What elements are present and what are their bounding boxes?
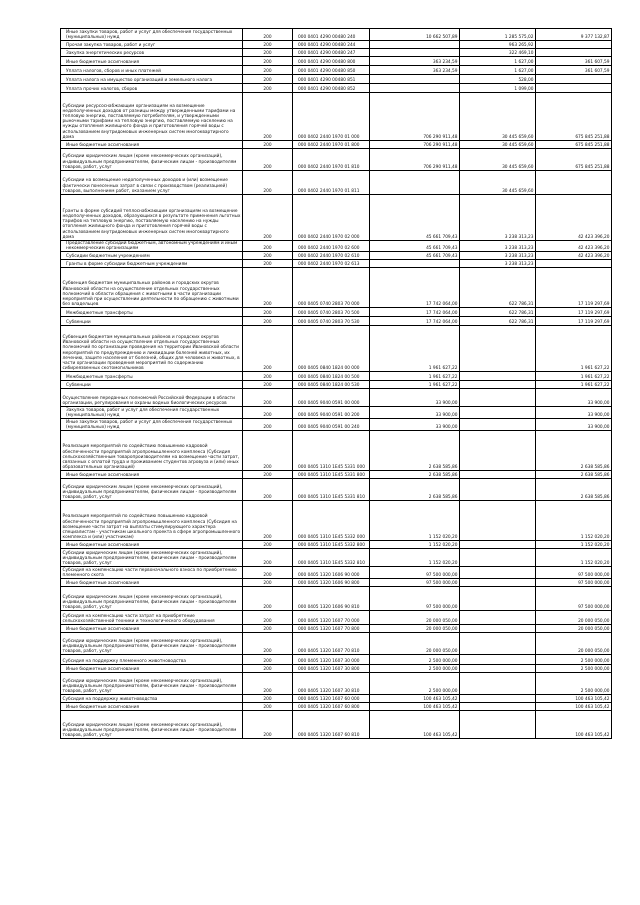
row-executed-amount-cell [460, 665, 536, 673]
table-row [61, 141, 612, 149]
row-unexecuted-amount-cell: 33 900,00 [536, 389, 612, 407]
row-classification-code-cell: 000 0405 1310 1Е45 5331 000 [293, 431, 370, 471]
row-executed-amount-cell [460, 501, 536, 541]
row-line-code-cell: 200 [243, 252, 293, 260]
row-executed-amount-cell [460, 419, 536, 431]
row-name-cell: Уплата налога на имущество организаций и земельного налога [61, 75, 243, 84]
budget-execution-table [60, 28, 612, 739]
row-name-cell: Иные закупки товаров, работ и услуг для обеспечения государственных (муниципальных) нужд [61, 419, 243, 431]
row-approved-amount-cell: 100 463 105,42 [370, 711, 460, 739]
row-classification-code-cell: 000 0405 0840 1824 00 000 [293, 326, 370, 372]
row-name-cell: Субвенция бюджетам муниципальных районов и городских округов Ивановской области на осуществление отдельных государственных полномочий по организации проведения на территории Ивановской области мероприятий по предупреждению и ликвидации болезней животных, их лечению, защите населения от болезней, общих для человека и животных, в части организации проведения мероприятий по содержанию сибиреязвенных скотомогильников [61, 326, 243, 372]
row-name-cell: Субвенции [61, 381, 243, 389]
row-executed-amount-cell: 30 445 659,60 [460, 171, 536, 195]
row-approved-amount-cell: 100 463 105,42 [370, 703, 460, 711]
row-unexecuted-amount-cell: 97 500 000,00 [536, 587, 612, 611]
row-approved-amount-cell: 10 662 507,89 [370, 29, 460, 41]
row-unexecuted-amount-cell: 97 500 000,00 [536, 579, 612, 587]
row-name-cell: Субсидии юридическим лицам (кроме некоммерческих организаций), индивидуальным предпринимателям, физическим лицам - производителям товаров, работ, услуг [61, 479, 243, 501]
row-approved-amount-cell: 97 500 000,00 [370, 587, 460, 611]
row-classification-code-cell: 000 0405 1320 1607 30 000 [293, 655, 370, 665]
row-name-cell: Субсидии юридическим лицам (кроме некоммерческих организаций), индивидуальным предпринимателям, физическим лицам - производителям товаров, работ, услуг [61, 633, 243, 655]
row-classification-code-cell: 000 0405 1310 1Е45 5331 810 [293, 479, 370, 501]
row-executed-amount-cell: 3 238 313,23 [460, 195, 536, 241]
row-classification-code-cell: 000 0402 2440 1970 02 613 [293, 260, 370, 268]
table-row [61, 695, 612, 703]
row-unexecuted-amount-cell: 20 000 050,00 [536, 625, 612, 633]
row-classification-code-cell: 000 0405 1310 1Е45 5332 810 [293, 549, 370, 567]
row-name-cell: Субсидии юридическим лицам (кроме некоммерческих организаций), индивидуальным предпринимателям, физическим лицам - производителям товаров, работ, услуг [61, 149, 243, 171]
table-row [61, 567, 612, 579]
row-name-cell: Субсидии юридическим лицам (кроме некоммерческих организаций), индивидуальным предпринимателям, физическим лицам - производителям товаров, работ, услуг [61, 711, 243, 739]
row-name-cell: Субсидии юридическим лицам (кроме некоммерческих организаций), индивидуальным предпринимателям, физическим лицам - производителям товаров, работ, услуг [61, 673, 243, 695]
row-classification-code-cell: 000 0405 9040 0591 00 240 [293, 419, 370, 431]
table-row [61, 195, 612, 241]
row-line-code-cell: 200 [243, 389, 293, 407]
row-approved-amount-cell: 20 000 050,00 [370, 633, 460, 655]
row-executed-amount-cell: 1 627,00 [460, 57, 536, 66]
table-row [61, 471, 612, 479]
table-row [61, 372, 612, 381]
row-name-cell: Уплата налогов, сборов и иных платежей [61, 66, 243, 75]
table-row [61, 84, 612, 93]
row-classification-code-cell: 000 0405 1310 1Е45 5332 800 [293, 541, 370, 549]
table-row [61, 587, 612, 611]
row-name-cell: Закупка товаров, работ и услуг для обеспечения государственных (муниципальных) нужд [61, 407, 243, 419]
row-unexecuted-amount-cell: 33 900,00 [536, 419, 612, 431]
row-name-cell: Субсидии юридическим лицам (кроме некоммерческих организаций), индивидуальным предпринимателям, физическим лицам - производителям товаров, работ, услуг [61, 549, 243, 567]
table-row [61, 317, 612, 326]
row-line-code-cell: 200 [243, 703, 293, 711]
row-approved-amount-cell [370, 171, 460, 195]
row-classification-code-cell: 000 0401 4290 00480 247 [293, 49, 370, 57]
row-classification-code-cell: 000 0405 0740 2803 70 500 [293, 308, 370, 317]
row-approved-amount-cell: 363 234,59 [370, 57, 460, 66]
row-line-code-cell: 200 [243, 501, 293, 541]
row-approved-amount-cell [370, 49, 460, 57]
table-row [61, 260, 612, 268]
row-executed-amount-cell: 1 285 575,02 [460, 29, 536, 41]
row-classification-code-cell: 000 0405 0740 2803 70 530 [293, 317, 370, 326]
row-line-code-cell: 200 [243, 57, 293, 66]
row-name-cell: Субвенции [61, 317, 243, 326]
table-row [61, 66, 612, 75]
row-executed-amount-cell: 3 238 313,23 [460, 252, 536, 260]
table-row [61, 308, 612, 317]
row-classification-code-cell: 000 0405 0840 1824 00 500 [293, 372, 370, 381]
table-row [61, 326, 612, 372]
row-unexecuted-amount-cell: 2 638 585,86 [536, 479, 612, 501]
row-executed-amount-cell: 528,00 [460, 75, 536, 84]
row-unexecuted-amount-cell: 1 152 020,20 [536, 541, 612, 549]
row-unexecuted-amount-cell: 2 500 000,00 [536, 673, 612, 695]
row-line-code-cell: 200 [243, 549, 293, 567]
row-executed-amount-cell: 1 627,00 [460, 66, 536, 75]
row-executed-amount-cell [460, 611, 536, 625]
row-unexecuted-amount-cell [536, 84, 612, 93]
row-line-code-cell: 200 [243, 29, 293, 41]
row-line-code-cell: 200 [243, 317, 293, 326]
row-unexecuted-amount-cell: 42 423 396,20 [536, 241, 612, 252]
row-line-code-cell: 200 [243, 326, 293, 372]
row-name-cell: Уплата прочих налогов, сборов [61, 84, 243, 93]
row-approved-amount-cell: 2 500 000,00 [370, 655, 460, 665]
table-row [61, 431, 612, 471]
row-classification-code-cell: 000 0405 9040 0591 00 200 [293, 407, 370, 419]
row-approved-amount-cell: 1 961 627,22 [370, 381, 460, 389]
row-unexecuted-amount-cell: 675 845 251,88 [536, 93, 612, 141]
row-approved-amount-cell: 33 900,00 [370, 419, 460, 431]
row-name-cell: Субсидии юридическим лицам (кроме некоммерческих организаций), индивидуальным предпринимателям, физическим лицам - производителям товаров, работ, услуг [61, 587, 243, 611]
row-classification-code-cell: 000 0405 0840 1824 00 530 [293, 381, 370, 389]
table-row [61, 501, 612, 541]
budget-report-sheet [60, 28, 611, 739]
row-unexecuted-amount-cell: 17 119 297,69 [536, 268, 612, 308]
row-executed-amount-cell: 30 445 659,60 [460, 93, 536, 141]
table-row [61, 57, 612, 66]
row-unexecuted-amount-cell: 1 961 627,22 [536, 326, 612, 372]
row-unexecuted-amount-cell: 2 638 585,86 [536, 471, 612, 479]
row-executed-amount-cell [460, 479, 536, 501]
row-approved-amount-cell: 97 500 000,00 [370, 567, 460, 579]
table-row [61, 407, 612, 419]
row-classification-code-cell: 000 0402 2440 1970 01 811 [293, 171, 370, 195]
row-unexecuted-amount-cell: 97 500 000,00 [536, 567, 612, 579]
row-unexecuted-amount-cell: 1 152 020,20 [536, 501, 612, 541]
row-classification-code-cell: 000 0402 2440 1970 01 810 [293, 149, 370, 171]
row-unexecuted-amount-cell: 1 961 627,22 [536, 381, 612, 389]
table-body [61, 29, 612, 739]
table-row [61, 673, 612, 695]
row-line-code-cell: 200 [243, 587, 293, 611]
row-approved-amount-cell: 706 290 911,48 [370, 93, 460, 141]
table-row [61, 655, 612, 665]
table-row [61, 252, 612, 260]
row-approved-amount-cell: 1 961 627,22 [370, 326, 460, 372]
row-name-cell: Иные бюджетные ассигнования [61, 625, 243, 633]
row-line-code-cell: 200 [243, 66, 293, 75]
table-row [61, 41, 612, 49]
row-unexecuted-amount-cell: 1 961 627,22 [536, 372, 612, 381]
row-line-code-cell: 200 [243, 149, 293, 171]
row-unexecuted-amount-cell: 100 463 105,42 [536, 695, 612, 703]
row-name-cell: Осуществление переданных полномочий Российской Федерации в области организации, регулирования и охраны водных биологических ресурсов [61, 389, 243, 407]
row-executed-amount-cell [460, 695, 536, 703]
row-executed-amount-cell: 1 099,00 [460, 84, 536, 93]
row-name-cell: Закупка энергетических ресурсов [61, 49, 243, 57]
row-name-cell: Гранты в форме субсидий теплоснабжающим организациям на возмещение недополученных доходов, образующихся в результате применения льготных тарифов на тепловую энергию, поставляемую населению на нужды отопления жилищного фонда и приготовления горячей воды с использованием внутридомовых инженерных систем многоквартирного дома [61, 195, 243, 241]
row-name-cell: Иные бюджетные ассигнования [61, 141, 243, 149]
row-unexecuted-amount-cell: 20 000 050,00 [536, 611, 612, 625]
row-classification-code-cell: 000 0405 1320 1607 60 810 [293, 711, 370, 739]
row-executed-amount-cell [460, 625, 536, 633]
row-classification-code-cell: 000 0405 9040 0591 00 000 [293, 389, 370, 407]
row-executed-amount-cell [460, 407, 536, 419]
row-line-code-cell: 200 [243, 479, 293, 501]
table-row [61, 381, 612, 389]
row-executed-amount-cell [460, 633, 536, 655]
row-approved-amount-cell: 363 234,59 [370, 66, 460, 75]
row-unexecuted-amount-cell: 17 119 297,69 [536, 308, 612, 317]
row-approved-amount-cell: 2 638 585,86 [370, 431, 460, 471]
row-line-code-cell: 200 [243, 141, 293, 149]
table-row [61, 171, 612, 195]
row-unexecuted-amount-cell: 675 845 251,88 [536, 141, 612, 149]
row-approved-amount-cell: 33 900,00 [370, 389, 460, 407]
row-approved-amount-cell: 1 961 627,22 [370, 372, 460, 381]
row-line-code-cell: 200 [243, 625, 293, 633]
row-approved-amount-cell: 33 900,00 [370, 407, 460, 419]
row-executed-amount-cell [460, 587, 536, 611]
row-classification-code-cell: 000 0405 1320 1606 90 000 [293, 567, 370, 579]
row-executed-amount-cell [460, 372, 536, 381]
table-row [61, 711, 612, 739]
row-approved-amount-cell: 100 463 105,42 [370, 695, 460, 703]
row-classification-code-cell: 000 0405 1320 1607 70 000 [293, 611, 370, 625]
row-line-code-cell: 200 [243, 579, 293, 587]
row-executed-amount-cell [460, 549, 536, 567]
row-name-cell: Субвенция бюджетам муниципальных районов и городских округов Ивановской области на осуществление отдельных государственных полномочий в области обращения с животными в части организации мероприятий при осуществлении деятельности по обращению с животными без владельцев [61, 268, 243, 308]
row-approved-amount-cell: 1 152 020,20 [370, 501, 460, 541]
row-name-cell: Иные бюджетные ассигнования [61, 579, 243, 587]
row-unexecuted-amount-cell: 33 900,00 [536, 407, 612, 419]
table-row [61, 49, 612, 57]
row-approved-amount-cell: 45 661 709,43 [370, 195, 460, 241]
row-line-code-cell: 200 [243, 308, 293, 317]
row-approved-amount-cell: 17 742 064,00 [370, 308, 460, 317]
row-classification-code-cell: 000 0401 4290 00480 852 [293, 84, 370, 93]
row-line-code-cell: 200 [243, 665, 293, 673]
row-line-code-cell: 200 [243, 695, 293, 703]
row-classification-code-cell: 000 0401 4290 00480 244 [293, 41, 370, 49]
row-executed-amount-cell [460, 673, 536, 695]
row-approved-amount-cell: 706 290 911,48 [370, 149, 460, 171]
row-unexecuted-amount-cell: 675 845 251,88 [536, 149, 612, 171]
row-line-code-cell: 200 [243, 419, 293, 431]
row-classification-code-cell: 000 0405 1320 1607 60 000 [293, 695, 370, 703]
row-unexecuted-amount-cell [536, 75, 612, 84]
row-line-code-cell: 200 [243, 633, 293, 655]
row-classification-code-cell: 000 0402 2440 1970 02 000 [293, 195, 370, 241]
row-line-code-cell: 200 [243, 260, 293, 268]
row-executed-amount-cell [460, 567, 536, 579]
row-unexecuted-amount-cell: 2 638 585,86 [536, 431, 612, 471]
table-row [61, 625, 612, 633]
row-classification-code-cell: 000 0405 1320 1607 30 810 [293, 673, 370, 695]
row-executed-amount-cell: 3 238 313,23 [460, 241, 536, 252]
row-line-code-cell: 200 [243, 381, 293, 389]
row-name-cell: Иные бюджетные ассигнования [61, 57, 243, 66]
row-approved-amount-cell: 1 152 020,20 [370, 549, 460, 567]
row-classification-code-cell: 000 0401 4290 00480 240 [293, 29, 370, 41]
row-line-code-cell: 200 [243, 655, 293, 665]
table-row [61, 549, 612, 567]
row-classification-code-cell: 000 0405 1320 1607 30 800 [293, 665, 370, 673]
row-approved-amount-cell: 45 661 709,43 [370, 252, 460, 260]
row-classification-code-cell: 000 0405 1320 1606 90 810 [293, 587, 370, 611]
table-row [61, 633, 612, 655]
row-unexecuted-amount-cell: 9 377 132,87 [536, 29, 612, 41]
row-name-cell: Субсидия на компенсацию части затрат на приобретение сельскохозяйственной техники и технологического оборудования [61, 611, 243, 625]
row-line-code-cell: 200 [243, 171, 293, 195]
table-row [61, 93, 612, 141]
row-line-code-cell: 200 [243, 407, 293, 419]
row-approved-amount-cell: 17 742 064,00 [370, 317, 460, 326]
row-classification-code-cell: 000 0401 4290 00480 800 [293, 57, 370, 66]
table-row [61, 75, 612, 84]
row-unexecuted-amount-cell: 361 607,59 [536, 57, 612, 66]
row-classification-code-cell: 000 0405 0740 2803 70 000 [293, 268, 370, 308]
row-line-code-cell: 200 [243, 431, 293, 471]
row-name-cell: Субсидия на компенсацию части первоначального взноса по приобретению племенного скота [61, 567, 243, 579]
row-executed-amount-cell [460, 579, 536, 587]
row-name-cell: Иные бюджетные ассигнования [61, 471, 243, 479]
row-line-code-cell: 200 [243, 471, 293, 479]
row-executed-amount-cell: 322 469,10 [460, 49, 536, 57]
row-line-code-cell: 200 [243, 49, 293, 57]
row-name-cell: Субсидии бюджетным учреждениям [61, 252, 243, 260]
row-unexecuted-amount-cell: 2 500 000,00 [536, 665, 612, 673]
row-classification-code-cell: 000 0405 1320 1607 60 800 [293, 703, 370, 711]
row-name-cell: Гранты в форме субсидии бюджетным учреждениям [61, 260, 243, 268]
row-classification-code-cell: 000 0405 1320 1607 70 800 [293, 625, 370, 633]
row-unexecuted-amount-cell [536, 49, 612, 57]
row-line-code-cell: 200 [243, 711, 293, 739]
row-classification-code-cell: 000 0401 4290 00480 851 [293, 75, 370, 84]
row-classification-code-cell: 000 0402 2440 1970 02 610 [293, 252, 370, 260]
row-name-cell: Субсидия на поддержку животноводства [61, 695, 243, 703]
row-unexecuted-amount-cell: 42 423 396,20 [536, 195, 612, 241]
row-executed-amount-cell [460, 541, 536, 549]
row-approved-amount-cell: 17 742 064,00 [370, 268, 460, 308]
row-name-cell: Реализация мероприятий по содействию повышению кадровой обеспеченности предприятий агропромышленного комплекса (Субсидия сельскохозяйственным товаропроизводителям на возмещение части затрат, связанных с оплатой труда и проживанием студентов агровуза и (или) иных образовательных организаций) [61, 431, 243, 471]
row-name-cell: Предоставление субсидий бюджетным, автономным учреждениям и иным некоммерческим организациям [61, 241, 243, 252]
row-unexecuted-amount-cell: 361 607,59 [536, 66, 612, 75]
row-executed-amount-cell: 30 445 659,60 [460, 141, 536, 149]
row-name-cell: Иные бюджетные ассигнования [61, 665, 243, 673]
row-line-code-cell: 200 [243, 268, 293, 308]
row-classification-code-cell: 000 0405 1310 1Е45 5331 800 [293, 471, 370, 479]
row-line-code-cell: 200 [243, 372, 293, 381]
table-row [61, 149, 612, 171]
row-unexecuted-amount-cell [536, 41, 612, 49]
row-approved-amount-cell [370, 84, 460, 93]
table-row [61, 241, 612, 252]
table-row [61, 479, 612, 501]
table-row [61, 611, 612, 625]
row-executed-amount-cell [460, 471, 536, 479]
row-name-cell: Субсидии на возмещение недополученных доходов и (или) возмещение фактически понесенных затрат в связи с производством (реализацией) товаров, выполнением работ, оказанием услуг [61, 171, 243, 195]
row-unexecuted-amount-cell: 1 152 020,20 [536, 549, 612, 567]
row-approved-amount-cell [370, 41, 460, 49]
row-executed-amount-cell [460, 381, 536, 389]
row-executed-amount-cell [460, 431, 536, 471]
row-name-cell: Межбюджетные трансферты [61, 308, 243, 317]
row-approved-amount-cell: 20 000 050,00 [370, 625, 460, 633]
row-unexecuted-amount-cell: 2 500 000,00 [536, 655, 612, 665]
row-classification-code-cell: 000 0402 2440 1970 01 800 [293, 141, 370, 149]
table-row [61, 579, 612, 587]
row-approved-amount-cell [370, 75, 460, 84]
row-classification-code-cell: 000 0402 2440 1970 01 000 [293, 93, 370, 141]
row-approved-amount-cell: 2 638 585,86 [370, 479, 460, 501]
row-line-code-cell: 200 [243, 611, 293, 625]
row-classification-code-cell: 000 0405 1310 1Е45 5332 000 [293, 501, 370, 541]
row-classification-code-cell: 000 0405 1320 1606 90 800 [293, 579, 370, 587]
row-name-cell: Иные закупки товаров, работ и услуг для обеспечения государственных (муниципальных) нужд [61, 29, 243, 41]
row-executed-amount-cell: 963 265,92 [460, 41, 536, 49]
row-executed-amount-cell: 622 786,31 [460, 317, 536, 326]
row-name-cell: Реализация мероприятий по содействию повышению кадровой обеспеченности предприятий агропромышленного комплекса (Субсидия на возмещение части затрат на выплаты стимулирующего характера специалистам - участникам школьного проекта в сфере агропромышленного комплекса и (или) участникам) [61, 501, 243, 541]
row-line-code-cell: 200 [243, 93, 293, 141]
row-line-code-cell: 200 [243, 567, 293, 579]
row-approved-amount-cell: 97 500 000,00 [370, 579, 460, 587]
row-approved-amount-cell: 20 000 050,00 [370, 611, 460, 625]
row-classification-code-cell: 000 0401 4290 00480 850 [293, 66, 370, 75]
row-line-code-cell: 200 [243, 541, 293, 549]
row-name-cell: Межбюджетные трансферты [61, 372, 243, 381]
row-line-code-cell: 200 [243, 195, 293, 241]
row-name-cell: Прочая закупка товаров, работ и услуг [61, 41, 243, 49]
row-executed-amount-cell [460, 326, 536, 372]
row-name-cell: Субсидии ресурсоснабжающим организациям на возмещение недополученных доходов от разницы между утвержденными тарифами на тепловую энергию, поставляемую потребителям, и утвержденными рыночными тарифами на тепловую энергию, поставляемую населению на нужды отопления жилищного фонда и приготовления горячей воды с использованием внутридомовых инженерных систем многоквартирного дома [61, 93, 243, 141]
row-name-cell: Субсидия на поддержку племенного животноводства [61, 655, 243, 665]
row-executed-amount-cell [460, 655, 536, 665]
row-classification-code-cell: 000 0402 2440 1970 02 600 [293, 241, 370, 252]
row-approved-amount-cell: 2 500 000,00 [370, 665, 460, 673]
table-row [61, 665, 612, 673]
row-approved-amount-cell: 1 152 020,20 [370, 541, 460, 549]
row-approved-amount-cell: 45 661 709,43 [370, 241, 460, 252]
row-line-code-cell: 200 [243, 241, 293, 252]
table-row [61, 541, 612, 549]
table-row [61, 419, 612, 431]
row-unexecuted-amount-cell: 100 463 105,42 [536, 711, 612, 739]
row-unexecuted-amount-cell: 42 423 396,20 [536, 252, 612, 260]
row-approved-amount-cell [370, 260, 460, 268]
row-executed-amount-cell [460, 711, 536, 739]
row-name-cell: Иные бюджетные ассигнования [61, 541, 243, 549]
table-row [61, 389, 612, 407]
row-unexecuted-amount-cell: 17 119 297,69 [536, 317, 612, 326]
row-executed-amount-cell: 622 786,31 [460, 268, 536, 308]
row-line-code-cell: 200 [243, 673, 293, 695]
row-line-code-cell: 200 [243, 75, 293, 84]
table-row [61, 268, 612, 308]
row-approved-amount-cell: 2 500 000,00 [370, 673, 460, 695]
table-row [61, 703, 612, 711]
row-executed-amount-cell: 622 786,31 [460, 308, 536, 317]
row-approved-amount-cell: 2 638 585,86 [370, 471, 460, 479]
row-classification-code-cell: 000 0405 1320 1607 70 810 [293, 633, 370, 655]
row-unexecuted-amount-cell [536, 171, 612, 195]
row-executed-amount-cell: 30 445 659,60 [460, 149, 536, 171]
row-unexecuted-amount-cell: 20 000 050,00 [536, 633, 612, 655]
row-line-code-cell: 200 [243, 84, 293, 93]
row-executed-amount-cell [460, 389, 536, 407]
row-executed-amount-cell: 3 238 313,23 [460, 260, 536, 268]
row-executed-amount-cell [460, 703, 536, 711]
row-line-code-cell: 200 [243, 41, 293, 49]
row-unexecuted-amount-cell [536, 260, 612, 268]
row-approved-amount-cell: 706 290 911,48 [370, 141, 460, 149]
row-name-cell: Иные бюджетные ассигнования [61, 703, 243, 711]
row-unexecuted-amount-cell: 100 463 105,42 [536, 703, 612, 711]
table-row [61, 29, 612, 41]
